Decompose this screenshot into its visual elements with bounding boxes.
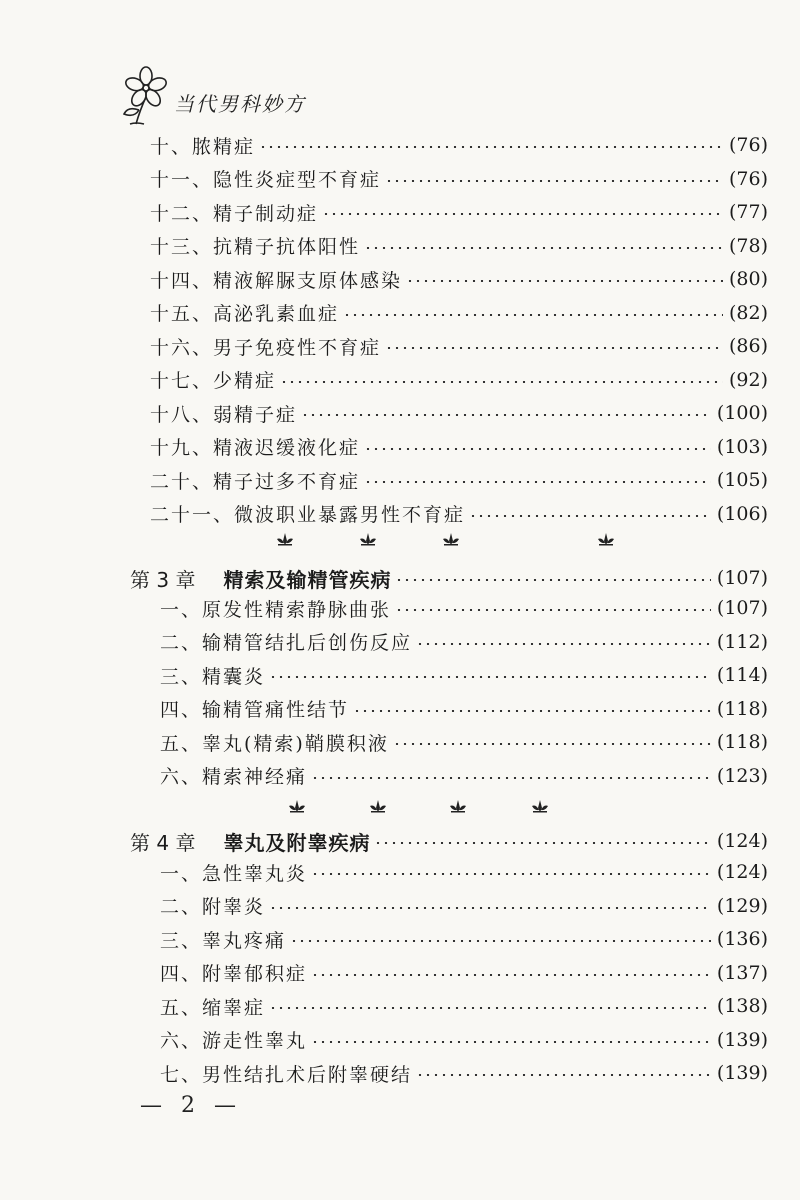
dot-leader (374, 842, 710, 844)
page-ref: (137) (716, 961, 768, 984)
toc-entry[interactable] (150, 365, 768, 395)
dot-leader (269, 907, 711, 909)
toc-entry[interactable] (160, 991, 768, 1021)
dot-leader (353, 710, 711, 712)
dot-leader (416, 643, 711, 645)
toc-entry[interactable] (160, 891, 768, 921)
page-ref: (82) (728, 301, 768, 324)
entry-label: 二、输精管结扎后创伤反应 (160, 632, 413, 654)
entry-label: 三、精囊炎 (160, 665, 266, 688)
entry-label: 四、附睾郁积症 (160, 963, 308, 985)
toc-entry[interactable] (160, 924, 768, 954)
dot-leader (311, 873, 711, 875)
entry-label: 二、附睾炎 (160, 896, 266, 918)
toc-entry[interactable] (160, 727, 768, 757)
entry-label: 十六、男子免疫性不育症 (150, 336, 382, 359)
entry-label: 一、急性睾丸炎 (160, 862, 308, 885)
page-ref: (107) (716, 567, 768, 589)
toc-entry[interactable] (150, 298, 768, 328)
page-ref: (105) (716, 469, 768, 491)
entry-label: 十、脓精症 (150, 135, 256, 158)
toc-entry[interactable] (160, 1025, 768, 1055)
entry-label: 五、睾丸(精索)鞘膜积液 (160, 732, 389, 755)
page-ref: (118) (716, 697, 768, 720)
entry-label: 十二、精子制动症 (150, 202, 319, 225)
entry-label: 十九、精液迟缓液化症 (150, 437, 361, 459)
dot-leader (364, 448, 711, 450)
entry-label: 十八、弱精子症 (150, 403, 298, 426)
page-ref: (76) (728, 167, 768, 190)
chapter-3-heading[interactable] (130, 562, 768, 594)
page-ref: (106) (716, 502, 768, 525)
page-ref: (78) (728, 234, 768, 257)
section-divider (0, 531, 800, 551)
chapter-number: 第 3 章 (130, 567, 196, 592)
dot-leader (280, 381, 723, 383)
dot-leader (385, 180, 723, 182)
page-ref: (129) (716, 894, 768, 917)
dot-leader (385, 347, 723, 349)
toc-entry[interactable] (150, 465, 768, 495)
toc-entry[interactable] (160, 857, 768, 887)
dot-leader (322, 213, 723, 215)
ornament-icon (448, 798, 468, 814)
dot-leader (311, 777, 711, 779)
entry-label: 三、睾丸疼痛 (160, 929, 287, 952)
dot-leader (469, 515, 711, 517)
dot-leader (395, 609, 711, 611)
section-divider (0, 798, 800, 818)
ornament-icon (441, 531, 461, 547)
ornament-icon (287, 798, 307, 814)
page-ref: (76) (728, 134, 768, 156)
dot-leader (416, 1074, 711, 1076)
ornament-icon (530, 798, 550, 814)
page-number: — 2 — (140, 1093, 242, 1118)
toc-entry[interactable] (160, 627, 768, 657)
book-title: 当代男科妙方 (174, 92, 306, 116)
toc-entry[interactable] (150, 331, 768, 361)
chapter-title: 睾丸及附睾疾病 (223, 830, 371, 855)
dot-leader (290, 940, 711, 942)
entry-label: 一、原发性精索静脉曲张 (160, 598, 392, 621)
dot-leader (393, 743, 711, 745)
entry-label: 二十一、微波职业暴露男性不育症 (150, 504, 466, 526)
dot-leader (259, 146, 723, 148)
toc-entry[interactable] (150, 499, 768, 529)
toc-entry[interactable] (150, 130, 768, 160)
entry-label: 十四、精液解脲支原体感染 (150, 269, 403, 292)
page-ref: (118) (716, 731, 768, 753)
ornament-icon (275, 531, 295, 547)
dot-leader (364, 481, 711, 483)
entry-label: 十七、少精症 (150, 370, 277, 392)
entry-label: 十五、高泌乳素血症 (150, 303, 340, 325)
entry-label: 十一、隐性炎症型不育症 (150, 169, 382, 191)
dot-leader (269, 676, 711, 678)
page-ref: (92) (728, 368, 768, 391)
chapter-title: 精索及输精管疾病 (223, 567, 392, 592)
dot-leader (269, 1007, 711, 1009)
page-ref: (86) (728, 335, 768, 357)
page-ref: (138) (716, 995, 768, 1017)
toc-entry[interactable] (160, 761, 768, 791)
page-ref: (136) (716, 928, 768, 950)
dot-leader (311, 1041, 711, 1043)
page-ref: (80) (728, 268, 768, 290)
entry-label: 四、输精管痛性结节 (160, 699, 350, 721)
toc-entry[interactable] (150, 164, 768, 194)
ornament-icon (358, 531, 378, 547)
chapter-number: 第 4 章 (130, 830, 196, 855)
toc-entry[interactable] (150, 197, 768, 227)
dot-leader (364, 247, 723, 249)
page-ref: (103) (716, 435, 768, 458)
toc-entry[interactable] (150, 398, 768, 428)
toc-entry[interactable] (150, 264, 768, 294)
page-ref: (112) (716, 630, 768, 653)
page-ref: (100) (716, 402, 768, 424)
dot-leader (301, 414, 711, 416)
toc-entry[interactable] (160, 958, 768, 988)
toc-entry[interactable] (160, 660, 768, 690)
dot-leader (343, 314, 723, 316)
entry-label: 十三、抗精子抗体阳性 (150, 236, 361, 258)
dot-leader (395, 579, 710, 581)
toc-entry[interactable] (160, 694, 768, 724)
page-ref: (139) (716, 1062, 768, 1084)
entry-label: 五、缩睾症 (160, 996, 266, 1019)
page-ref: (124) (716, 861, 768, 883)
dot-leader (311, 974, 711, 976)
dot-leader (406, 280, 723, 282)
page-ref: (107) (716, 597, 768, 619)
toc-entry[interactable] (160, 593, 768, 623)
toc-entry[interactable] (150, 231, 768, 261)
page-ref: (123) (716, 764, 768, 787)
toc-entry[interactable] (160, 1058, 768, 1088)
ornament-icon (596, 531, 616, 547)
page-ref: (77) (728, 201, 768, 223)
entry-label: 六、精索神经痛 (160, 766, 308, 788)
entry-label: 二十、精子过多不育症 (150, 470, 361, 493)
page-ref: (114) (716, 664, 768, 686)
page-ref: (124) (716, 830, 768, 852)
toc-entry[interactable] (150, 432, 768, 462)
flower-icon (108, 66, 178, 126)
entry-label: 七、男性结扎术后附睾硬结 (160, 1063, 413, 1086)
chapter-4-heading[interactable] (130, 825, 768, 857)
entry-label: 六、游走性睾丸 (160, 1030, 308, 1052)
ornament-icon (368, 798, 388, 814)
page-ref: (139) (716, 1028, 768, 1051)
